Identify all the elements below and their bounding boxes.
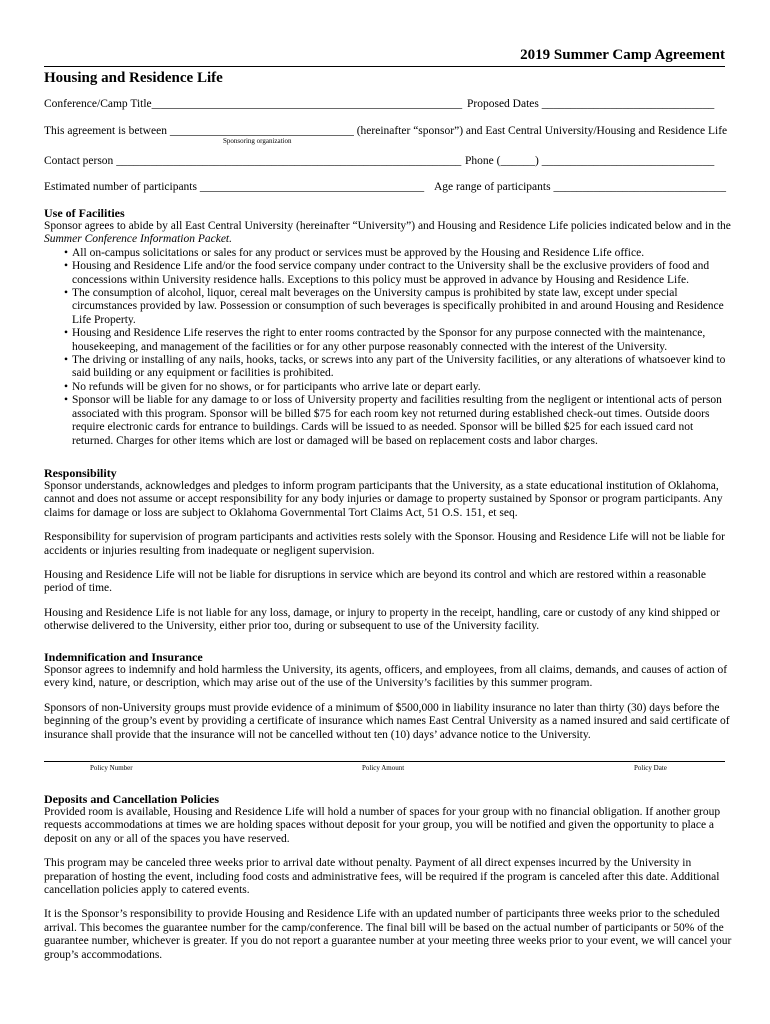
deposits-heading: Deposits and Cancellation Policies — [44, 792, 220, 806]
policy-amount-caption: Policy Amount — [362, 764, 405, 772]
agreement-label: This agreement is between — [44, 125, 167, 137]
use-of-facilities-intro — [44, 220, 734, 247]
header-rule — [44, 66, 725, 67]
agreement-rest: (hereinafter “sponsor”) and East Central University/Housing and Residence Life — [356, 125, 728, 137]
responsibility-paragraph: Responsibility for supervision of program participants and activities rests solely with the Sponsor. Housing and Residence Life will not be liable for accidents or injuries resulting from inadequate or negligent supervision. — [44, 531, 725, 557]
phone-field[interactable] — [465, 154, 714, 168]
list-item: • Sponsor will be liable for any damage to or loss of University property and facilities resulting from the negligent or intentional acts of person associated with this program. Sponsor will be billed $75 for each room key not returned during established check-out times. Outside doors require electronic cards for entrance to buildings. Cards will be issued to as needed. Sponsor will be billed $25 for each issued card not returned. Charges for other items which are lost or damaged will be based on replacement costs and labor charges. — [72, 394, 734, 448]
deposits-paragraph: This program may be canceled three weeks prior to arrival date without penalty. Payment of all direct expenses incurred by the University in preparation of hosting the event, including food costs and administrative fees, will be required if the program is canceled after this date. Additional cancellation policies apply to catered events. — [44, 857, 720, 897]
age-range-label: Age range of participants — [434, 181, 551, 193]
sponsoring-organization-line[interactable]: ________________________________ — [169, 125, 354, 137]
responsibility-paragraph: Housing and Residence Life will not be liable for disruptions in service which are beyond its control and which are restored within a reasonable period of time. — [44, 569, 707, 595]
facilities-rules-list — [44, 247, 734, 448]
list-item: • Housing and Residence Life reserves the right to enter rooms contracted by the Sponsor for any purpose connected with the maintenance, housekeeping, and management of the facilities or for any other purpose reasonably connected with the interest of the University. — [72, 327, 734, 354]
document-title: 2019 Summer Camp Agreement — [520, 47, 725, 63]
contact-person-field[interactable] — [44, 154, 461, 168]
use-of-facilities-heading: Use of Facilities — [44, 206, 125, 220]
deposits-section — [44, 792, 734, 962]
estimated-participants-line[interactable]: _______________________________________ — [199, 181, 425, 193]
policy-date-caption: Policy Date — [634, 764, 667, 772]
indemnification-paragraph: Sponsor agrees to indemnify and hold harmless the University, its agents, officers, and employees, from all claims, demands, and causes of action of every kind, nature, or description, which may arise out of the use of the University’s facilities by this summer program. — [44, 664, 728, 690]
list-item: • All on-campus solicitations or sales for any product or services must be approved by the Housing and Residence Life office. — [72, 247, 734, 260]
policy-number-caption: Policy Number — [90, 764, 133, 772]
info-packet-title: Summer Conference Information Packet. — [44, 233, 232, 246]
contact-person-label: Contact person — [44, 155, 114, 167]
indemnification-heading: Indemnification and Insurance — [44, 650, 203, 664]
responsibility-paragraph: Housing and Residence Life is not liable for any loss, damage, or injury to property in the receipt, handling, care or custody of any kind shipped or otherwise delivered to the University, either prior too, during or subsequent to use of the University facility. — [44, 606, 720, 633]
deposits-paragraph: Provided room is available, Housing and Residence Life will hold a number of spaces for your group with no financial obligation. If another group requests accommodations at times we are holding spaces without deposit for your group, you will be notified and given the opportunity to place a deposit on any or all of the spaces you have reserved. — [44, 806, 721, 845]
age-range-field[interactable] — [434, 180, 726, 194]
phone-area-code-line[interactable]: ______) — [500, 155, 539, 167]
indemnification-paragraph: Sponsors of non-University groups must provide evidence of a minimum of $500,000 in liability insurance no later than thirty (30) days before the beginning of the group’s event by providing a certificate of insurance which names East Central University as a named insured and said certificate of insurance shall provide that the insurance will not be cancelled without ten (10) days’ advance notice to the University. — [44, 701, 730, 741]
phone-number-line[interactable]: ______________________________ — [541, 155, 715, 167]
responsibility-heading: Responsibility — [44, 466, 117, 480]
agreement-field[interactable] — [44, 124, 727, 138]
policy-signature-line[interactable] — [44, 761, 725, 762]
indemnification-section — [44, 650, 734, 742]
contact-person-line[interactable]: ____________________________________________________________ — [116, 155, 462, 167]
conference-title-label: Conference/Camp Title — [44, 98, 152, 110]
conference-title-field[interactable] — [44, 97, 462, 111]
deposits-paragraph: It is the Sponsor’s responsibility to provide Housing and Residence Life with an updated number of participants three weeks prior to the scheduled arrival. This becomes the guarantee number for the camp/conference. The final bill will be based on the actual number of participants or 50% of the guarantee number, whichever is greater. If you do not report a guarantee number at your meeting three weeks prior to your event, we will cancel your group’s accommodations. — [44, 908, 732, 961]
proposed-dates-line[interactable]: ______________________________ — [541, 98, 715, 110]
responsibility-paragraph: Sponsor understands, acknowledges and pledges to inform program participants that the University, as a state educational institution of Oklahoma, cannot and does not assume or accept responsibility for any body injuries or damage to property sustained by Sponsor or program participants. Any claims for damage or loss are subject to Oklahoma Governmental Tort Claims Act, 51 O.S. 151, et seq. — [44, 480, 723, 519]
sponsoring-organization-caption: Sponsoring organization — [223, 137, 292, 145]
proposed-dates-field[interactable] — [467, 97, 714, 111]
intro-text: Sponsor agrees to abide by all East Central University (hereinafter “University”) and Housing and Residence Life policies indicated below and in the — [44, 220, 731, 232]
age-range-line[interactable]: ______________________________ — [553, 181, 726, 193]
use-of-facilities-section — [44, 206, 734, 448]
list-item: • Housing and Residence Life and/or the food service company under contract to the University shall be the exclusive providers of food and concessions within University residence halls. Exceptions to this policy must be approved in advance by Housing and Residence Life. — [72, 260, 734, 287]
list-item: • The driving or installing of any nails, hooks, tacks, or screws into any part of the University facilities, or any alterations of whatsoever kind to said building or any equipment or facilities is prohibited. — [72, 354, 734, 381]
conference-title-line[interactable]: ______________________________________________________ — [151, 98, 463, 110]
department-title: Housing and Residence Life — [44, 70, 223, 86]
responsibility-section — [44, 466, 734, 634]
list-item: • No refunds will be given for no shows, or for participants who arrive late or depart early. — [72, 381, 734, 394]
list-item: • The consumption of alcohol, liquor, cereal malt beverages on the University campus is prohibited by state law, except under special circumstances provided by law. Possession or consumption of such beverages is specifically prohibited in and around Housing and Residence Life Property. — [72, 287, 734, 327]
phone-label: Phone ( — [465, 155, 501, 167]
proposed-dates-label: Proposed Dates — [467, 98, 539, 110]
estimated-participants-label: Estimated number of participants — [44, 181, 197, 193]
estimated-participants-field[interactable] — [44, 180, 424, 194]
